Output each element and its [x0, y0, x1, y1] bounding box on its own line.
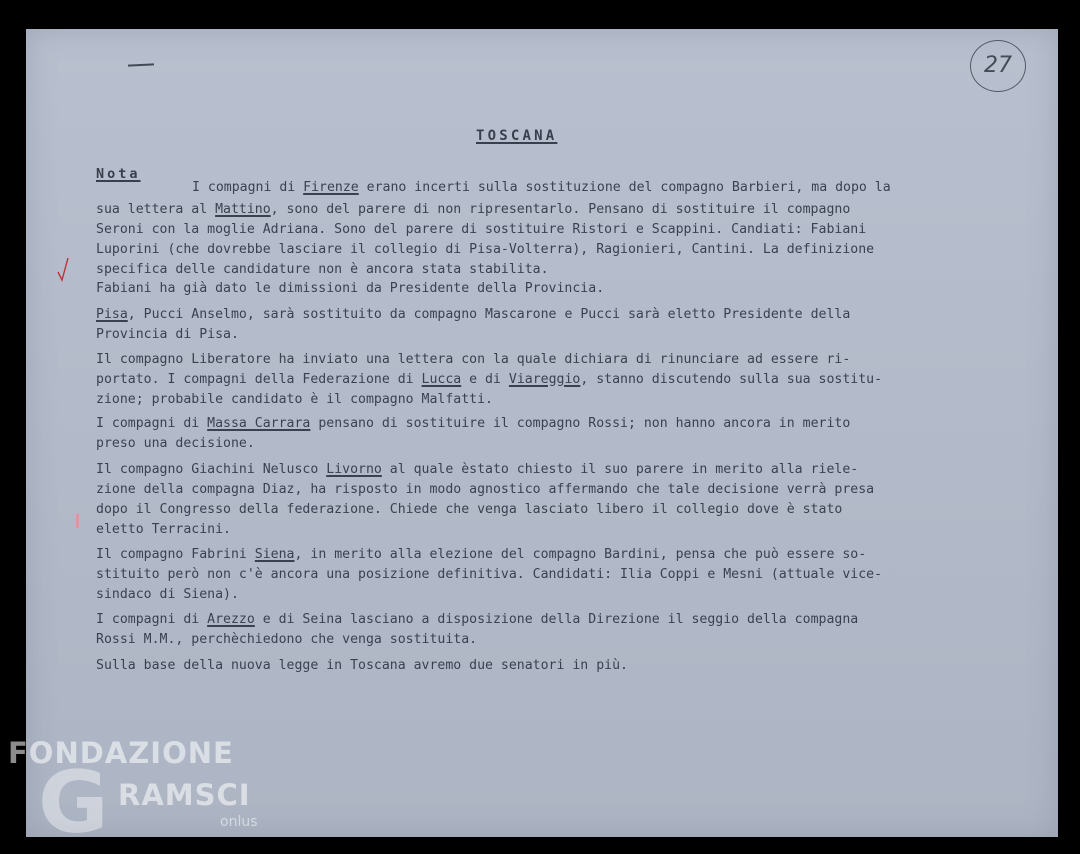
text-line — [96, 612, 858, 627]
underlined-place-name: Mattino — [215, 202, 271, 217]
text-segment: Il compagno Liberatore ha inviato una lettera con la quale dichiara di rinunciare ad essere ri- — [96, 352, 851, 367]
text-segment: e di — [461, 372, 509, 387]
text-segment: , stanno discutendo sulla sua sostitu- — [580, 372, 883, 387]
text-segment: eletto Terracini. — [96, 522, 231, 537]
text-line — [96, 307, 850, 322]
text-segment: erano incerti sulla sostituzione del compagno Barbieri, ma dopo la — [358, 180, 891, 195]
text-line — [96, 436, 255, 451]
text-segment: dopo il Congresso della federazione. Chiede che venga lasciato libero il collegio dove è stato — [96, 502, 843, 517]
text-segment: zione; probabile candidato è il compagno Malfatti. — [96, 392, 493, 407]
text-segment: stituito però non c'è ancora una posizione definitiva. Candidati: Ilia Coppi e Mesni (attuale vice- — [96, 567, 883, 582]
page-number-circled: 27 — [970, 40, 1026, 92]
text-segment: Rossi M.M., perchèchiedono che venga sostituita. — [96, 632, 478, 647]
text-line — [96, 392, 493, 407]
underlined-place-name: Arezzo — [207, 612, 255, 627]
text-segment: e di Seina lasciano a disposizione della Direzione il seggio della compagna — [254, 612, 859, 627]
underlined-place-name: Pisa — [96, 307, 128, 322]
underlined-place-name: Massa Carrara — [207, 416, 311, 431]
underlined-place-name: Livorno — [326, 462, 382, 477]
text-line — [96, 522, 231, 537]
underlined-place-name: Viareggio — [508, 372, 581, 387]
watermark-onlus: onlus — [220, 814, 258, 830]
text-line — [96, 502, 842, 517]
text-line — [96, 202, 850, 217]
text-segment: portato. I compagni della Federazione di — [96, 372, 422, 387]
section-label: Nota — [96, 166, 141, 182]
text-line — [96, 482, 874, 497]
red-margin-mark — [76, 514, 79, 528]
text-line — [96, 281, 604, 296]
text-segment: Provincia di Pisa. — [96, 327, 239, 342]
text-segment: Il compagno Fabrini — [96, 547, 255, 562]
watermark-fondazione: FONDAZIONE — [8, 736, 234, 770]
text-line — [96, 658, 628, 673]
text-line — [96, 242, 874, 257]
text-segment: I compagni di — [96, 416, 208, 431]
text-segment: sua lettera al — [96, 202, 216, 217]
underlined-place-name: Lucca — [421, 372, 462, 387]
text-segment: Il compagno Giachini Nelusco — [96, 462, 327, 477]
text-segment: zione della compagna Diaz, ha risposto in modo agnostico affermando che tale decisione verrà presa — [96, 482, 875, 497]
watermark-logo-g: G — [38, 753, 109, 853]
text-segment: preso una decisione. — [96, 436, 255, 451]
text-line — [96, 372, 882, 387]
text-segment: specifica delle candidature non è ancora stata stabilita. — [96, 262, 549, 277]
text-segment: pensano di sostituire il compagno Rossi; non hanno ancora in merito — [310, 416, 851, 431]
text-line — [192, 180, 891, 195]
watermark-gramsci: RAMSCI — [118, 778, 251, 812]
text-line — [96, 416, 850, 431]
underlined-place-name: Firenze — [303, 180, 359, 195]
underlined-place-name: Siena — [254, 547, 295, 562]
document-page — [26, 29, 1058, 837]
text-segment: I compagni di — [96, 612, 208, 627]
text-segment: al quale èstato chiesto il suo parere in merito alla riele- — [381, 462, 859, 477]
text-line — [96, 222, 866, 237]
text-segment: , sono del parere di non ripresentarlo. Pensano di sostituire il compagno — [270, 202, 851, 217]
text-line — [96, 632, 477, 647]
text-line — [96, 352, 850, 367]
document-title: TOSCANA — [476, 128, 558, 144]
text-segment: Seroni con la moglie Adriana. Sono del parere di sostituire Ristori e Scappini. Candiati: Fabiani — [96, 222, 867, 237]
text-line — [96, 327, 239, 342]
text-line — [96, 587, 239, 602]
text-line — [96, 567, 882, 582]
text-line — [96, 547, 866, 562]
text-segment: Fabiani ha già dato le dimissioni da Presidente della Provincia. — [96, 281, 605, 296]
text-segment: , Pucci Anselmo, sarà sostituito da compagno Mascarone e Pucci sarà eletto Presidente della — [127, 307, 851, 322]
text-segment: , in merito alla elezione del compagno Bardini, pensa che può essere so- — [294, 547, 867, 562]
text-segment: Sulla base della nuova legge in Toscana avremo due senatori in più. — [96, 658, 628, 673]
text-line — [96, 462, 858, 477]
text-segment: Luporini (che dovrebbe lasciare il collegio di Pisa-Volterra), Ragionieri, Cantini. La definizione — [96, 242, 875, 257]
red-check-mark-icon — [56, 256, 70, 284]
text-segment: I compagni di — [192, 180, 304, 195]
text-segment: sindaco di Siena). — [96, 587, 239, 602]
text-line — [96, 262, 549, 277]
